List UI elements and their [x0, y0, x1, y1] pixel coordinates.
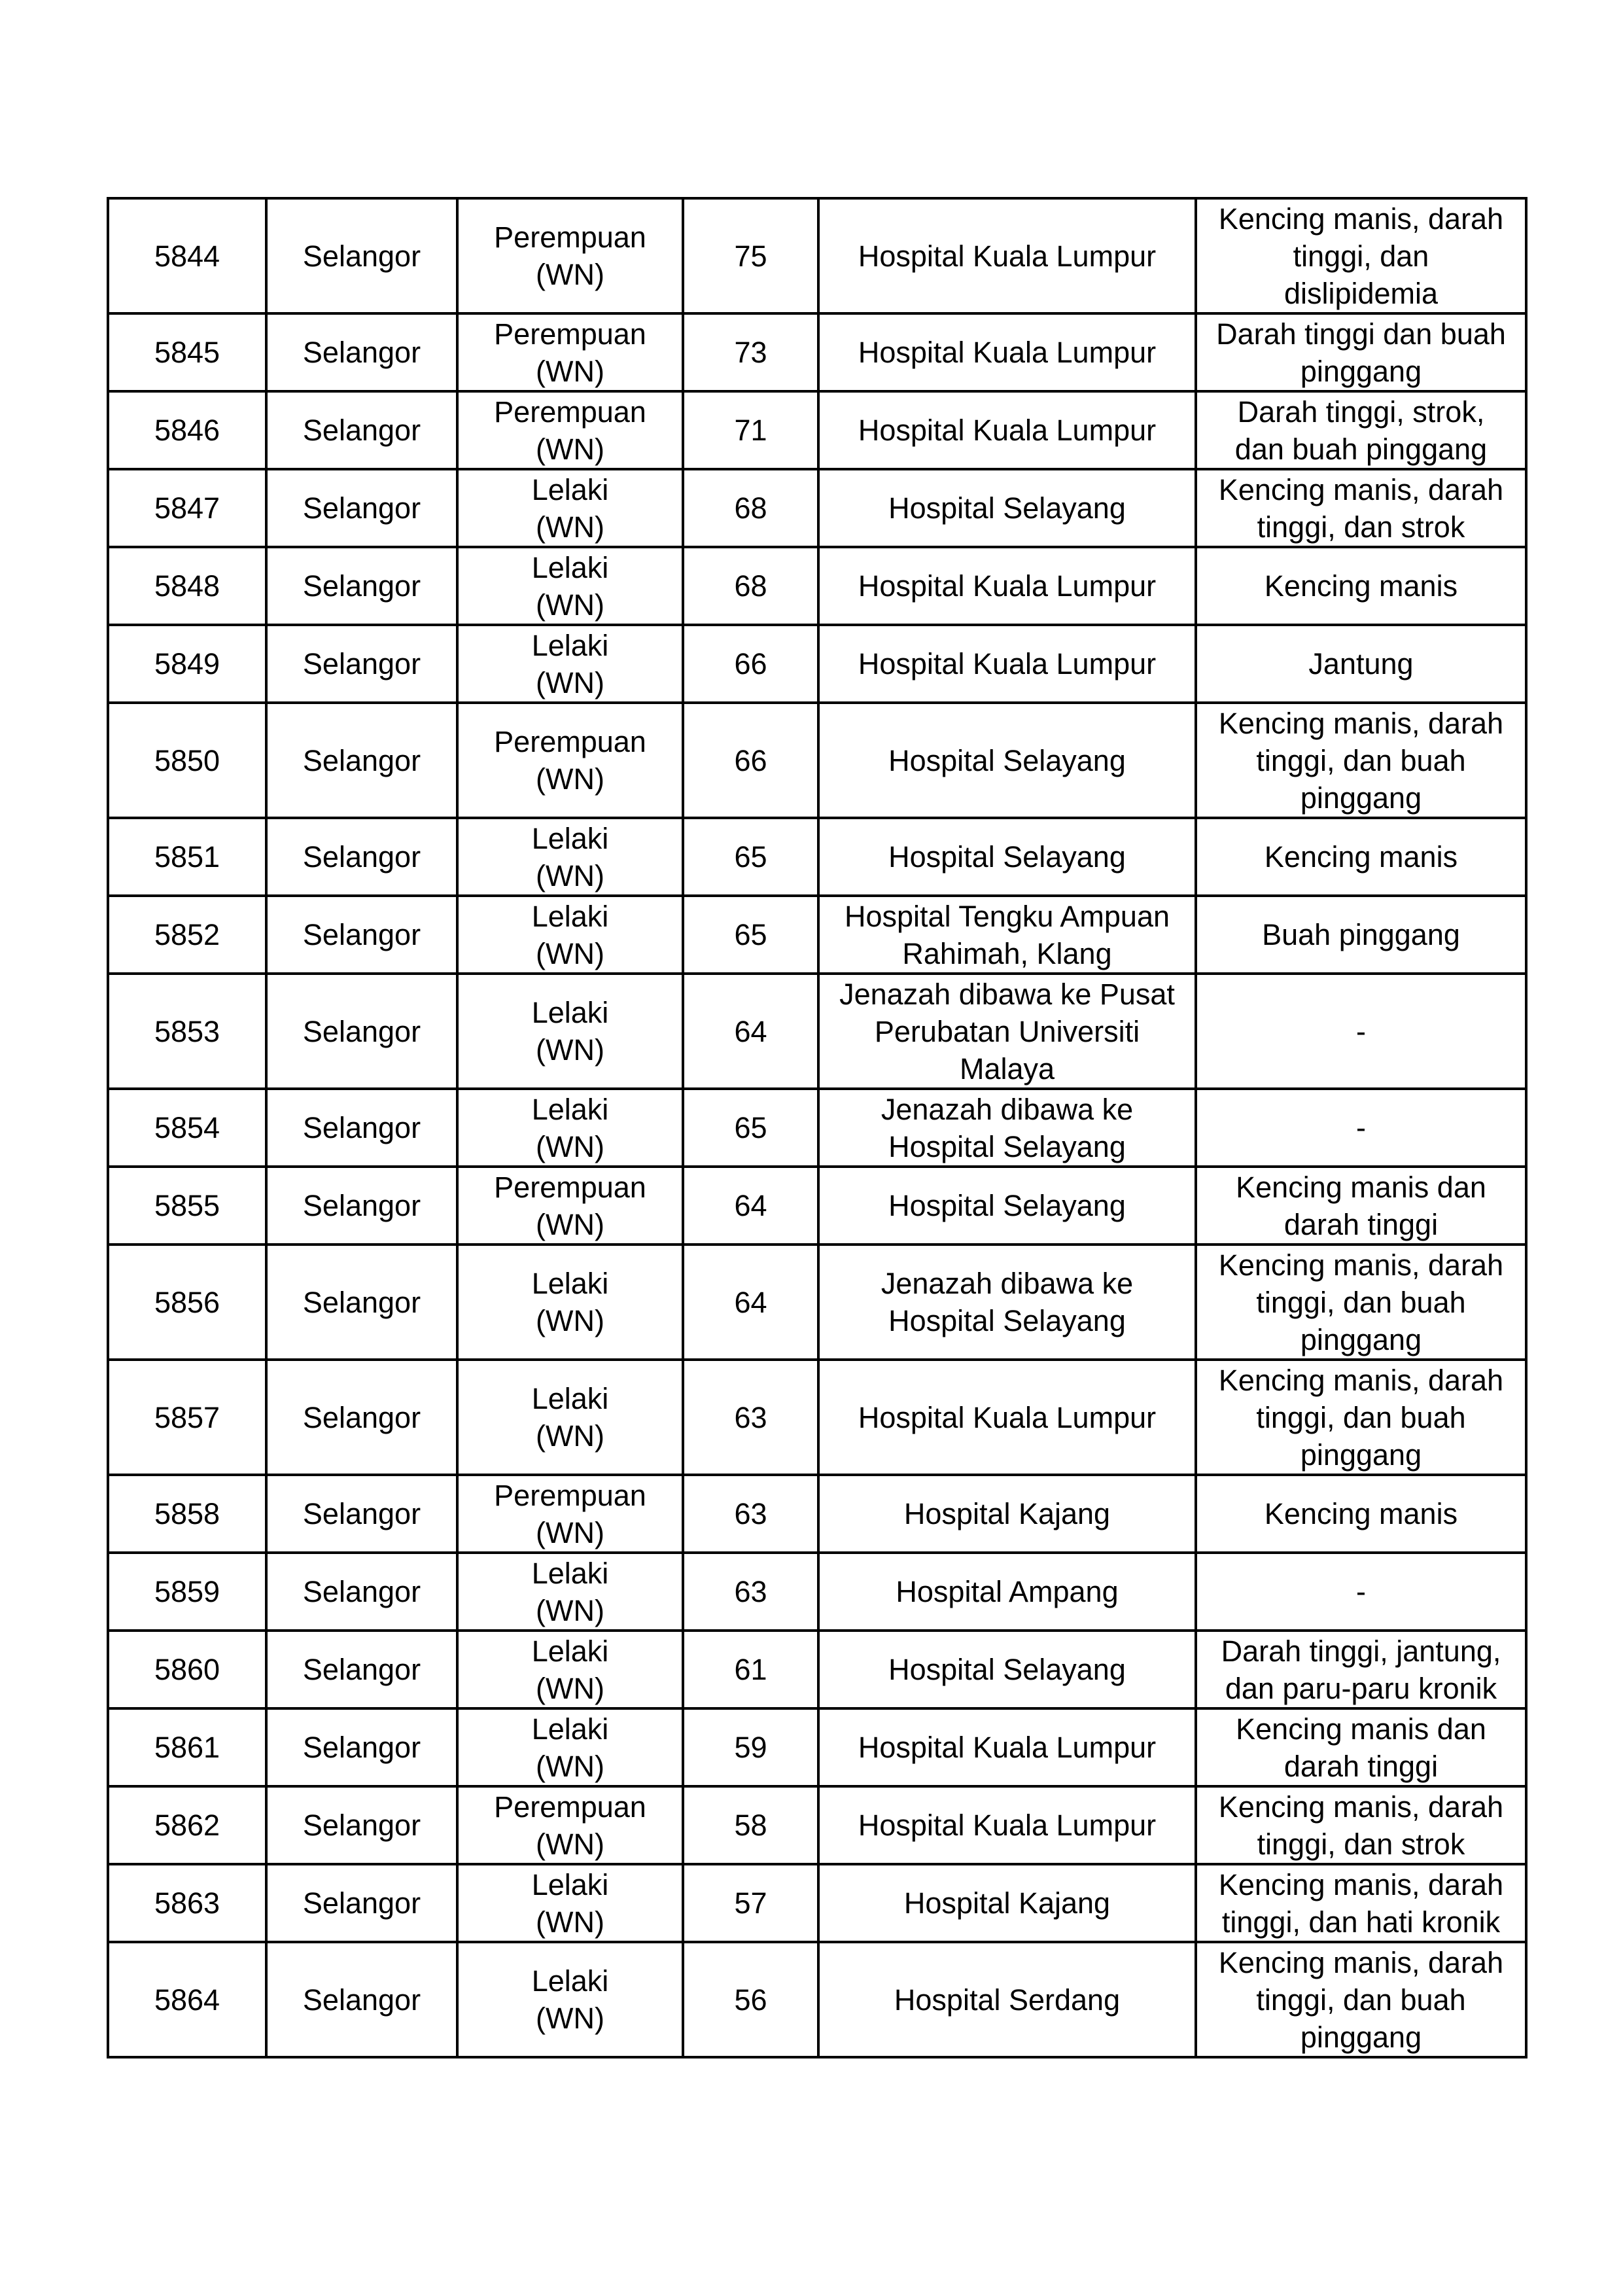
facility-cell: [818, 198, 1196, 313]
gender-line: (WN): [536, 1304, 604, 1337]
case-number-cell: 5856: [108, 1245, 266, 1360]
gender-cell: [457, 547, 683, 625]
facility-line: Hospital Selayang: [888, 1304, 1126, 1337]
case-number-cell: 5853: [108, 974, 266, 1089]
comorbidity-line: pinggang: [1300, 354, 1422, 388]
comorbidity-cell: [1196, 469, 1526, 547]
comorbidity-line: Kencing manis: [1264, 569, 1458, 603]
facility-line: Hospital Serdang: [894, 1983, 1121, 2017]
gender-line: (WN): [536, 1419, 604, 1453]
facility-line: Hospital Kuala Lumpur: [858, 1809, 1157, 1842]
gender-line: (WN): [536, 1671, 604, 1705]
case-number-cell: 5847: [108, 469, 266, 547]
comorbidity-cell: [1196, 1245, 1526, 1360]
age-cell: 59: [683, 1708, 818, 1786]
comorbidity-line: dislipidemia: [1283, 276, 1439, 310]
age-cell: 65: [683, 1089, 818, 1167]
facility-cell: [818, 1553, 1196, 1631]
facility-line: Hospital Kuala Lumpur: [858, 239, 1157, 273]
gender-cell: [457, 974, 683, 1089]
gender-line: (WN): [536, 510, 604, 544]
gender-cell: [457, 703, 683, 818]
gender-line: (WN): [536, 432, 604, 466]
case-number-cell: 5861: [108, 1708, 266, 1786]
comorbidity-line: darah tinggi: [1283, 1207, 1439, 1241]
facility-line: Malaya: [959, 1051, 1055, 1086]
gender-cell: [457, 469, 683, 547]
comorbidity-line: tinggi, dan strok: [1257, 1827, 1465, 1861]
gender-line: Perempuan: [494, 725, 646, 758]
comorbidity-line: pinggang: [1300, 2020, 1422, 2054]
table-row: [108, 625, 1526, 703]
comorbidity-line: -: [1356, 1111, 1366, 1144]
age-cell: 66: [683, 703, 818, 818]
comorbidity-cell: [1196, 391, 1526, 469]
case-number-cell: 5848: [108, 547, 266, 625]
gender-cell: [457, 1245, 683, 1360]
gender-line: Perempuan: [494, 317, 646, 351]
gender-line: Lelaki: [531, 1382, 609, 1415]
facility-line: Hospital Kuala Lumpur: [858, 647, 1157, 680]
comorbidity-cell: [1196, 1786, 1526, 1864]
comorbidity-cell: [1196, 1360, 1526, 1475]
age-cell: 73: [683, 313, 818, 391]
table-row: [108, 1475, 1526, 1553]
state-cell: Selangor: [266, 625, 457, 703]
facility-line: Hospital Kuala Lumpur: [858, 1731, 1157, 1764]
gender-line: Perempuan: [494, 395, 646, 429]
case-number-cell: 5850: [108, 703, 266, 818]
table-row: [108, 1708, 1526, 1786]
gender-line: Lelaki: [531, 1867, 609, 1901]
facility-cell: [818, 1360, 1196, 1475]
gender-cell: [457, 1864, 683, 1942]
comorbidity-line: tinggi, dan buah: [1256, 1983, 1466, 2017]
comorbidity-cell: [1196, 1167, 1526, 1245]
age-cell: 64: [683, 974, 818, 1089]
comorbidity-line: Kencing manis, darah: [1218, 1248, 1504, 1282]
gender-line: Lelaki: [531, 550, 609, 584]
gender-cell: [457, 818, 683, 896]
case-number-cell: 5860: [108, 1631, 266, 1708]
facility-cell: [818, 1631, 1196, 1708]
state-cell: Selangor: [266, 818, 457, 896]
table-row: [108, 469, 1526, 547]
comorbidity-line: Kencing manis: [1264, 840, 1458, 874]
facility-line: Hospital Kajang: [903, 1497, 1111, 1530]
age-cell: 63: [683, 1553, 818, 1631]
facility-line: Hospital Tengku Ampuan: [845, 899, 1170, 933]
comorbidity-line: Kencing manis, darah: [1218, 1363, 1504, 1397]
table-row: [108, 1089, 1526, 1167]
state-cell: Selangor: [266, 1167, 457, 1245]
state-cell: Selangor: [266, 1786, 457, 1864]
gender-cell: [457, 1631, 683, 1708]
facility-cell: [818, 818, 1196, 896]
case-number-cell: 5864: [108, 1942, 266, 2057]
comorbidity-line: Kencing manis: [1264, 1497, 1458, 1530]
age-cell: 66: [683, 625, 818, 703]
facility-line: Jenazah dibawa ke: [881, 1092, 1134, 1126]
facility-line: Hospital Kuala Lumpur: [858, 414, 1157, 447]
facility-line: Hospital Selayang: [888, 840, 1126, 874]
comorbidity-cell: [1196, 1089, 1526, 1167]
gender-cell: [457, 1167, 683, 1245]
facility-line: Hospital Selayang: [888, 491, 1126, 525]
facility-cell: [818, 313, 1196, 391]
case-number-cell: 5859: [108, 1553, 266, 1631]
case-number-cell: 5862: [108, 1786, 266, 1864]
age-cell: 56: [683, 1942, 818, 2057]
facility-cell: [818, 1475, 1196, 1553]
comorbidity-cell: [1196, 1864, 1526, 1942]
table-row: [108, 1167, 1526, 1245]
state-cell: Selangor: [266, 1360, 457, 1475]
gender-cell: [457, 1786, 683, 1864]
age-cell: 63: [683, 1360, 818, 1475]
facility-line: Jenazah dibawa ke: [881, 1267, 1134, 1300]
gender-line: (WN): [536, 1905, 604, 1939]
facility-line: Hospital Selayang: [888, 1129, 1126, 1163]
comorbidity-line: tinggi, dan strok: [1257, 510, 1465, 544]
gender-line: Lelaki: [531, 1092, 609, 1126]
gender-cell: [457, 198, 683, 313]
gender-cell: [457, 1475, 683, 1553]
table-row: [108, 703, 1526, 818]
state-cell: Selangor: [266, 391, 457, 469]
comorbidity-line: dan paru-paru kronik: [1225, 1671, 1497, 1705]
gender-line: (WN): [536, 858, 604, 892]
gender-line: Lelaki: [531, 1634, 609, 1668]
comorbidity-line: Kencing manis, darah: [1218, 202, 1504, 236]
comorbidity-line: Kencing manis, darah: [1218, 472, 1504, 506]
age-cell: 68: [683, 547, 818, 625]
facility-line: Hospital Selayang: [888, 1653, 1126, 1686]
gender-line: (WN): [536, 1033, 604, 1067]
state-cell: Selangor: [266, 198, 457, 313]
comorbidity-cell: [1196, 974, 1526, 1089]
gender-cell: [457, 391, 683, 469]
comorbidity-line: Darah tinggi, strok,: [1237, 395, 1485, 429]
comorbidity-line: Kencing manis dan: [1236, 1170, 1486, 1204]
gender-line: Perempuan: [494, 221, 646, 254]
case-number-cell: 5846: [108, 391, 266, 469]
case-number-cell: 5845: [108, 313, 266, 391]
gender-line: (WN): [536, 588, 604, 622]
comorbidity-line: Darah tinggi dan buah: [1216, 317, 1506, 351]
gender-line: Lelaki: [531, 996, 609, 1029]
comorbidity-line: darah tinggi: [1283, 1749, 1439, 1783]
facility-line: Hospital Selayang: [888, 1189, 1126, 1222]
gender-line: (WN): [536, 762, 604, 796]
gender-line: (WN): [536, 2002, 604, 2035]
age-cell: 58: [683, 1786, 818, 1864]
state-cell: Selangor: [266, 1708, 457, 1786]
facility-cell: [818, 974, 1196, 1089]
comorbidity-line: tinggi, dan: [1293, 239, 1429, 273]
facility-cell: [818, 1708, 1196, 1786]
gender-cell: [457, 313, 683, 391]
age-cell: 71: [683, 391, 818, 469]
comorbidity-line: Buah pinggang: [1262, 918, 1460, 951]
comorbidity-line: Kencing manis dan: [1236, 1712, 1486, 1746]
state-cell: Selangor: [266, 1864, 457, 1942]
comorbidity-cell: [1196, 1942, 1526, 2057]
age-cell: 75: [683, 198, 818, 313]
age-cell: 68: [683, 469, 818, 547]
age-cell: 65: [683, 818, 818, 896]
comorbidity-cell: [1196, 896, 1526, 974]
facility-cell: [818, 391, 1196, 469]
comorbidity-line: pinggang: [1300, 781, 1422, 815]
gender-cell: [457, 1089, 683, 1167]
facility-cell: [818, 625, 1196, 703]
gender-line: (WN): [536, 1207, 604, 1241]
comorbidity-line: dan buah pinggang: [1234, 432, 1488, 466]
facility-line: Jenazah dibawa ke Pusat: [839, 977, 1175, 1011]
facility-line: Hospital Ampang: [896, 1575, 1119, 1608]
state-cell: Selangor: [266, 469, 457, 547]
case-number-cell: 5863: [108, 1864, 266, 1942]
gender-line: (WN): [536, 665, 604, 699]
gender-line: Lelaki: [531, 628, 609, 662]
table-body: [108, 198, 1526, 2057]
gender-line: (WN): [536, 936, 604, 970]
table-row: [108, 1553, 1526, 1631]
state-cell: Selangor: [266, 1245, 457, 1360]
table-row: [108, 198, 1526, 313]
facility-line: Hospital Kuala Lumpur: [858, 1400, 1157, 1434]
comorbidity-line: -: [1356, 1014, 1366, 1048]
comorbidity-line: pinggang: [1300, 1438, 1422, 1472]
gender-line: Lelaki: [531, 821, 609, 855]
gender-line: (WN): [536, 1749, 604, 1783]
comorbidity-line: Jantung: [1308, 647, 1414, 680]
facility-line: Hospital Kajang: [903, 1886, 1111, 1920]
facility-cell: [818, 1786, 1196, 1864]
facility-cell: [818, 896, 1196, 974]
gender-line: Perempuan: [494, 1790, 646, 1824]
facility-cell: [818, 469, 1196, 547]
comorbidity-cell: [1196, 198, 1526, 313]
comorbidity-line: -: [1356, 1575, 1366, 1608]
facility-cell: [818, 703, 1196, 818]
table-row: [108, 1864, 1526, 1942]
gender-line: Perempuan: [494, 1170, 646, 1204]
facility-line: Perubatan Universiti: [874, 1014, 1140, 1048]
facility-line: Hospital Selayang: [888, 743, 1126, 777]
gender-cell: [457, 625, 683, 703]
comorbidity-cell: [1196, 547, 1526, 625]
table-row: [108, 1631, 1526, 1708]
gender-cell: [457, 1553, 683, 1631]
gender-line: Perempuan: [494, 1478, 646, 1512]
comorbidity-line: tinggi, dan buah: [1256, 1400, 1466, 1434]
case-number-cell: 5855: [108, 1167, 266, 1245]
gender-cell: [457, 1360, 683, 1475]
comorbidity-cell: [1196, 1475, 1526, 1553]
comorbidity-line: Kencing manis, darah: [1218, 706, 1504, 740]
table-row: [108, 974, 1526, 1089]
comorbidity-line: Kencing manis, darah: [1218, 1945, 1504, 1979]
table-row: [108, 1360, 1526, 1475]
table-row: [108, 896, 1526, 974]
state-cell: Selangor: [266, 1089, 457, 1167]
comorbidity-cell: [1196, 1708, 1526, 1786]
table-row: [108, 818, 1526, 896]
case-number-cell: 5844: [108, 198, 266, 313]
facility-line: Rahimah, Klang: [902, 936, 1112, 970]
facility-cell: [818, 547, 1196, 625]
comorbidity-cell: [1196, 625, 1526, 703]
gender-line: Lelaki: [531, 899, 609, 933]
comorbidity-cell: [1196, 1631, 1526, 1708]
table-row: [108, 313, 1526, 391]
gender-line: (WN): [536, 1515, 604, 1549]
facility-cell: [818, 1167, 1196, 1245]
comorbidity-line: tinggi, dan buah: [1256, 743, 1466, 777]
state-cell: Selangor: [266, 1553, 457, 1631]
gender-cell: [457, 1708, 683, 1786]
case-number-cell: 5857: [108, 1360, 266, 1475]
gender-line: Lelaki: [531, 1556, 609, 1590]
age-cell: 64: [683, 1167, 818, 1245]
age-cell: 61: [683, 1631, 818, 1708]
case-number-cell: 5854: [108, 1089, 266, 1167]
state-cell: Selangor: [266, 1942, 457, 2057]
state-cell: Selangor: [266, 1631, 457, 1708]
comorbidity-cell: [1196, 1553, 1526, 1631]
table-row: [108, 1245, 1526, 1360]
state-cell: Selangor: [266, 703, 457, 818]
comorbidity-line: tinggi, dan hati kronik: [1221, 1905, 1501, 1939]
age-cell: 64: [683, 1245, 818, 1360]
state-cell: Selangor: [266, 313, 457, 391]
gender-line: Lelaki: [531, 1267, 609, 1300]
facility-cell: [818, 1245, 1196, 1360]
gender-cell: [457, 896, 683, 974]
comorbidity-cell: [1196, 313, 1526, 391]
gender-line: (WN): [536, 1593, 604, 1627]
gender-line: Lelaki: [531, 1964, 609, 1998]
gender-line: (WN): [536, 1827, 604, 1861]
case-number-cell: 5858: [108, 1475, 266, 1553]
facility-cell: [818, 1089, 1196, 1167]
gender-line: (WN): [536, 354, 604, 388]
case-number-cell: 5852: [108, 896, 266, 974]
comorbidity-cell: [1196, 703, 1526, 818]
table-row: [108, 1786, 1526, 1864]
state-cell: Selangor: [266, 896, 457, 974]
gender-line: Lelaki: [531, 472, 609, 506]
table-row: [108, 547, 1526, 625]
state-cell: Selangor: [266, 974, 457, 1089]
age-cell: 57: [683, 1864, 818, 1942]
state-cell: Selangor: [266, 547, 457, 625]
state-cell: Selangor: [266, 1475, 457, 1553]
comorbidity-line: pinggang: [1300, 1322, 1422, 1356]
comorbidity-line: Darah tinggi, jantung,: [1221, 1634, 1501, 1668]
age-cell: 63: [683, 1475, 818, 1553]
facility-cell: [818, 1864, 1196, 1942]
case-number-cell: 5849: [108, 625, 266, 703]
table-row: [108, 1942, 1526, 2057]
table-row: [108, 391, 1526, 469]
case-number-cell: 5851: [108, 818, 266, 896]
comorbidity-line: Kencing manis, darah: [1218, 1867, 1504, 1901]
death-cases-table: [107, 197, 1527, 2058]
facility-cell: [818, 1942, 1196, 2057]
gender-cell: [457, 1942, 683, 2057]
age-cell: 65: [683, 896, 818, 974]
gender-line: (WN): [536, 1129, 604, 1163]
comorbidity-line: tinggi, dan buah: [1256, 1285, 1466, 1319]
comorbidity-cell: [1196, 818, 1526, 896]
facility-line: Hospital Kuala Lumpur: [858, 569, 1157, 603]
comorbidity-line: Kencing manis, darah: [1218, 1790, 1504, 1824]
gender-line: Lelaki: [531, 1712, 609, 1746]
gender-line: (WN): [536, 258, 604, 291]
facility-line: Hospital Kuala Lumpur: [858, 336, 1157, 369]
